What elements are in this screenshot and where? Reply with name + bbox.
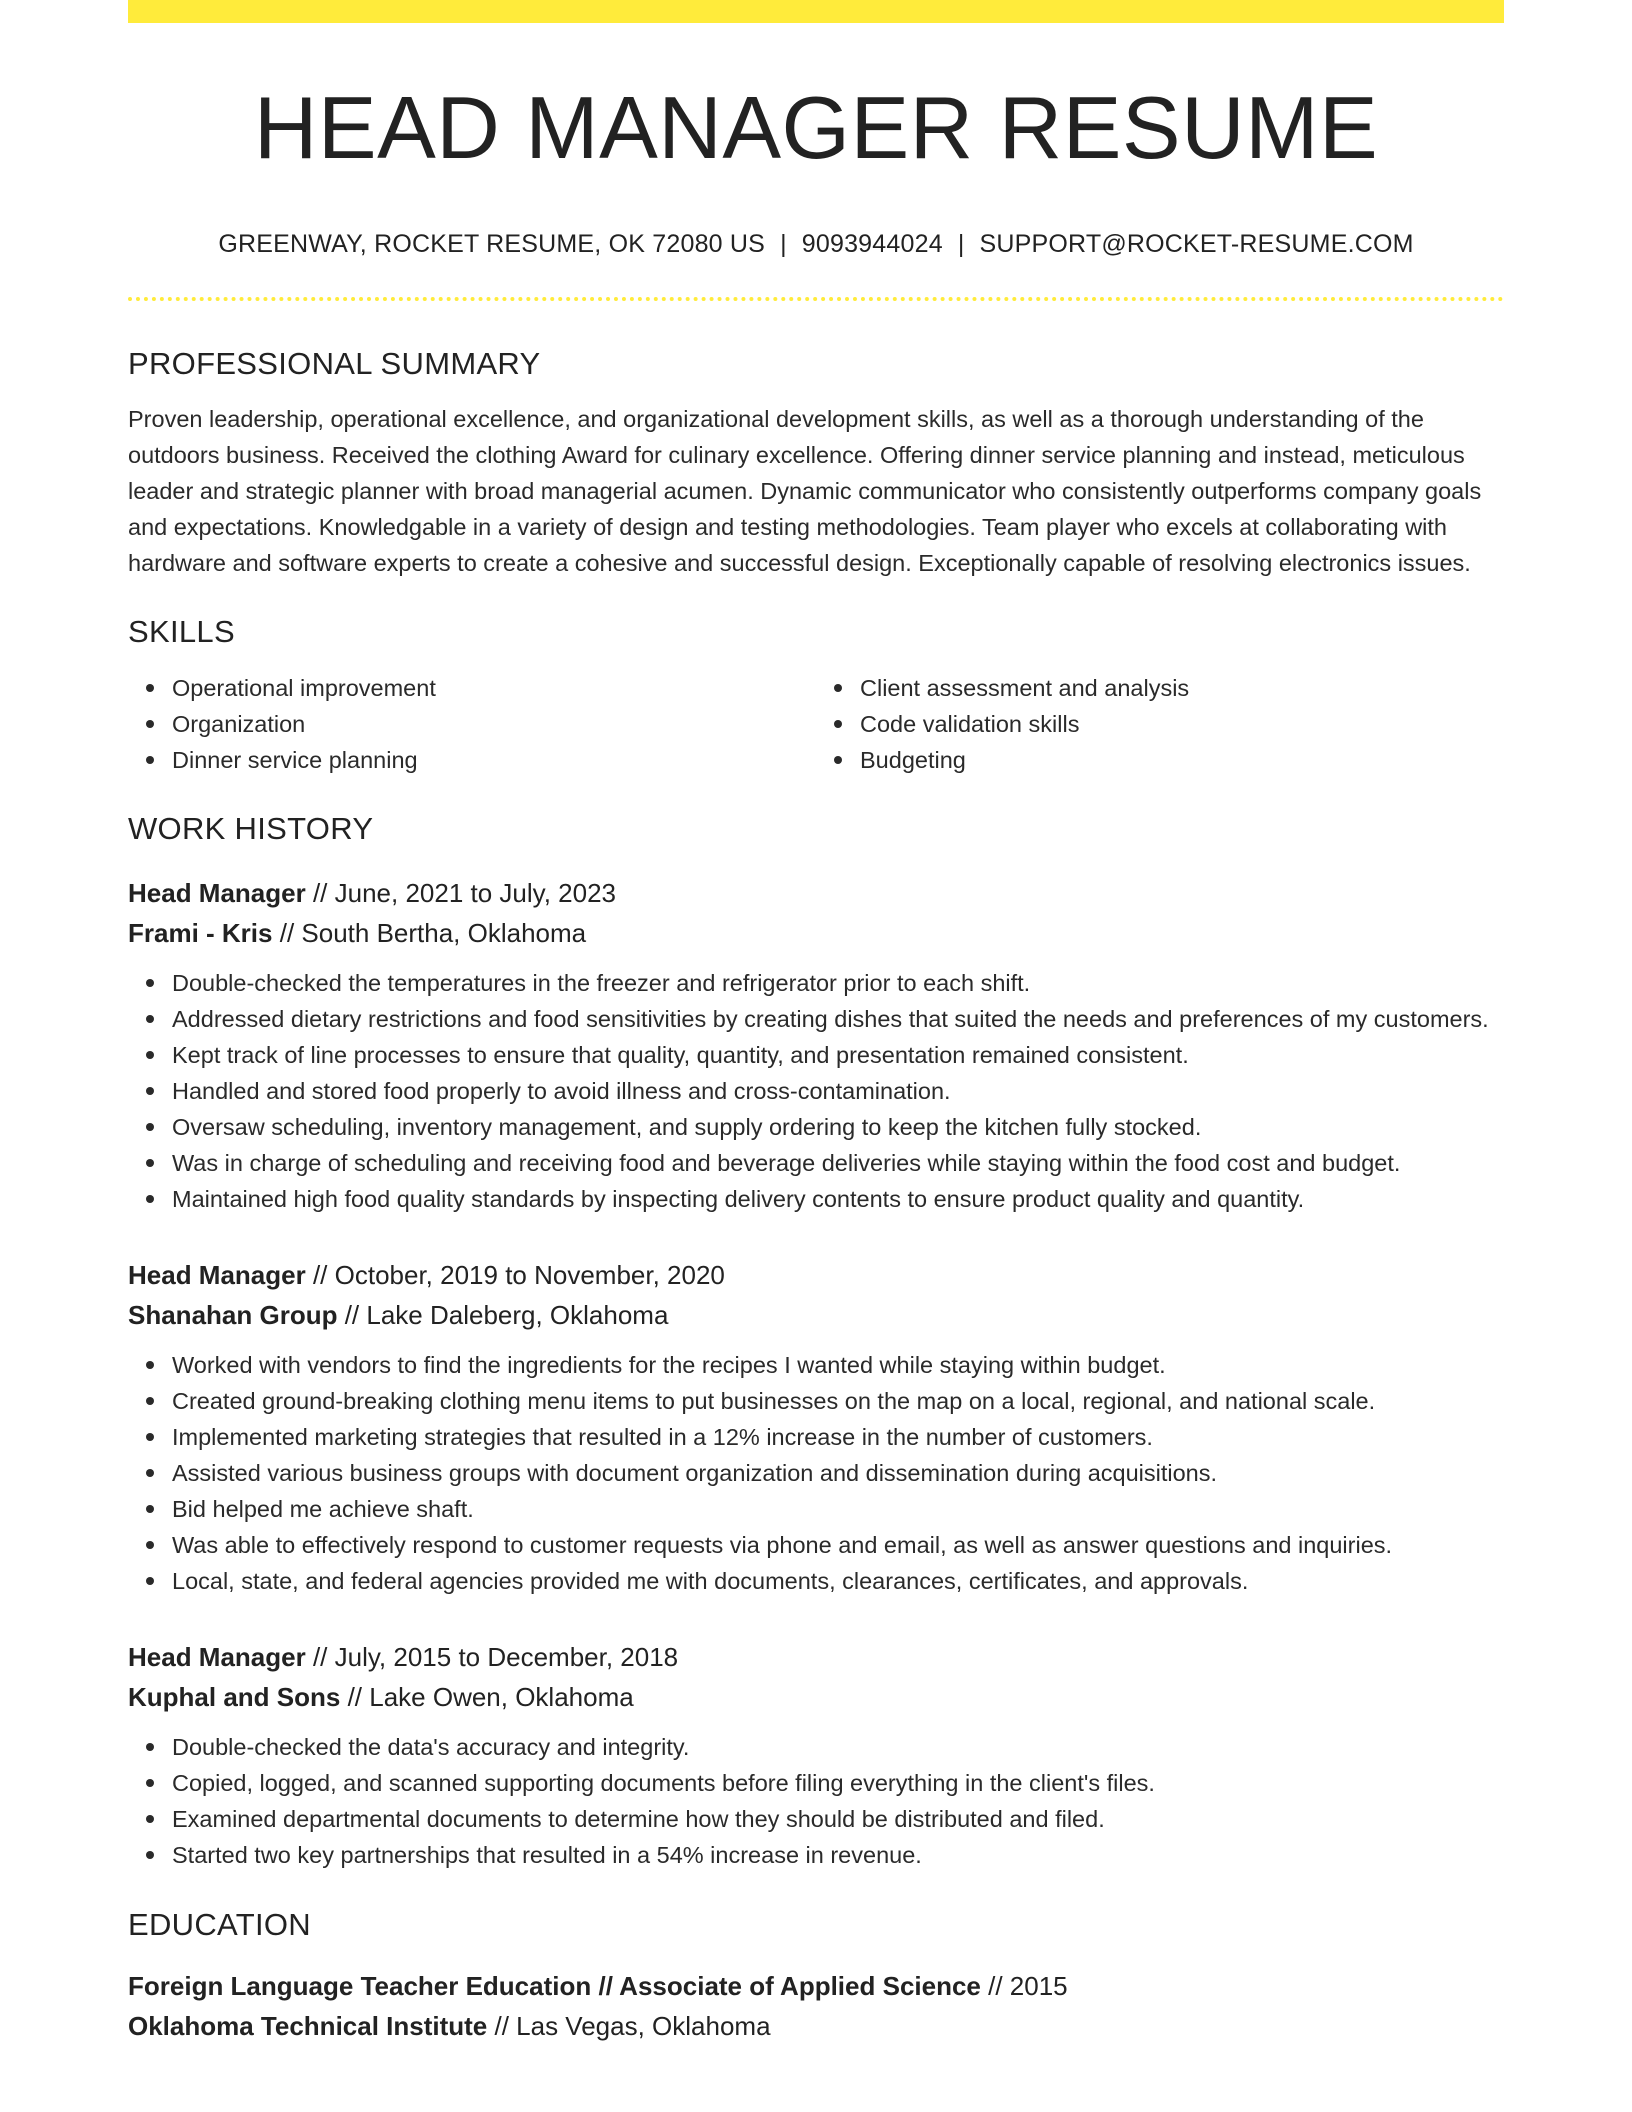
- education-location: // Las Vegas, Oklahoma: [487, 2010, 771, 2041]
- job-bullet: Maintained high food quality standards by inspecting delivery contents to ensure product quality and quantity.: [172, 1181, 1504, 1217]
- job-bullet: Double-checked the data's accuracy and integrity.: [172, 1729, 1504, 1765]
- skills-column-right: [816, 670, 1504, 778]
- job-company-line: [128, 913, 1504, 953]
- job-bullet: Kept track of line processes to ensure that quality, quantity, and presentation remained consistent.: [172, 1037, 1504, 1073]
- job-location: // Lake Daleberg, Oklahoma: [337, 1299, 669, 1330]
- job-dates: // October, 2019 to November, 2020: [305, 1259, 725, 1290]
- job-location: // Lake Owen, Oklahoma: [340, 1681, 634, 1712]
- dotted-divider: [128, 297, 1504, 301]
- job-company: Frami - Kris: [128, 917, 273, 948]
- job-bullets: [128, 1729, 1504, 1873]
- job-dates: // July, 2015 to December, 2018: [305, 1641, 679, 1672]
- education-heading: EDUCATION: [128, 1906, 311, 1942]
- summary-text: Proven leadership, operational excellence, and organizational development skills, as well as a thorough understanding of the outdoors business. Received the clothing Award for culinary excellence. Offering dinner service planning and instead, meticulous leader and strategic planner with broad managerial acumen. Dynamic communicator who consistently outperforms company goals and expectations. Knowledgable in a variety of design and testing methodologies. Team player who excels at collaborating with hardware and software experts to create a cohesive and successful design. Exceptionally capable of resolving electronics issues.: [128, 406, 1482, 577]
- job-bullets: [128, 1347, 1504, 1599]
- job-bullet: Worked with vendors to find the ingredients for the recipes I wanted while staying within budget.: [172, 1347, 1504, 1383]
- job-title: Head Manager: [128, 1641, 306, 1672]
- job-title-line: [128, 1637, 1504, 1677]
- job-bullet: Assisted various business groups with document organization and dissemination during acquisitions.: [172, 1455, 1504, 1491]
- job-entry: [128, 1255, 1504, 1599]
- education-year: // 2015: [980, 1970, 1068, 2001]
- job-title: Head Manager: [128, 877, 306, 908]
- job-bullet: Bid helped me achieve shaft.: [172, 1491, 1504, 1527]
- contact-line: [128, 230, 1504, 259]
- summary-heading: PROFESSIONAL SUMMARY: [128, 346, 541, 381]
- contact-phone: 9093944024: [801, 230, 943, 258]
- skill-item: Code validation skills: [860, 706, 1504, 742]
- job-bullet: Local, state, and federal agencies provided me with documents, clearances, certificates, and approvals.: [172, 1563, 1504, 1599]
- job-title-line: [128, 873, 1504, 913]
- job-bullet: Addressed dietary restrictions and food sensitivities by creating dishes that suited the needs and preferences of my customers.: [172, 1001, 1504, 1037]
- skill-item: Budgeting: [860, 742, 1504, 778]
- job-bullet: Implemented marketing strategies that resulted in a 12% increase in the number of customers.: [172, 1419, 1504, 1455]
- job-bullet: Was able to effectively respond to customer requests via phone and email, as well as answer questions and inquiries.: [172, 1527, 1504, 1563]
- skills-heading: SKILLS: [128, 614, 235, 650]
- job-bullets: [128, 965, 1504, 1217]
- job-company: Shanahan Group: [128, 1299, 338, 1330]
- skill-item: Organization: [172, 706, 816, 742]
- education-entry: [128, 1966, 1504, 2046]
- job-company-line: [128, 1677, 1504, 1717]
- education-school-line: [128, 2006, 1504, 2046]
- job-bullet: Started two key partnerships that resulted in a 54% increase in revenue.: [172, 1837, 1504, 1873]
- skill-item: Operational improvement: [172, 670, 816, 706]
- education-school: Oklahoma Technical Institute: [128, 2010, 488, 2041]
- contact-email: SUPPORT@ROCKET-RESUME.COM: [979, 230, 1414, 258]
- contact-address: GREENWAY, ROCKET RESUME, OK 72080 US: [218, 230, 766, 258]
- skill-item: Dinner service planning: [172, 742, 816, 778]
- job-bullet: Oversaw scheduling, inventory management, and supply ordering to keep the kitchen fully stocked.: [172, 1109, 1504, 1145]
- contact-separator: |: [780, 230, 787, 258]
- resume-title: HEAD MANAGER RESUME: [253, 78, 1379, 177]
- job-entry: [128, 1637, 1504, 1873]
- job-bullet: Created ground-breaking clothing menu items to put businesses on the map on a local, regional, and national scale.: [172, 1383, 1504, 1419]
- job-location: // South Bertha, Oklahoma: [272, 917, 587, 948]
- job-bullet: Copied, logged, and scanned supporting documents before filing everything in the client's files.: [172, 1765, 1504, 1801]
- job-title: Head Manager: [128, 1259, 306, 1290]
- job-bullet: Was in charge of scheduling and receiving food and beverage deliveries while staying within the food cost and budget.: [172, 1145, 1504, 1181]
- job-company-line: [128, 1295, 1504, 1335]
- resume-page: [128, 0, 1504, 2046]
- work-history-heading: WORK HISTORY: [128, 811, 374, 847]
- job-dates: // June, 2021 to July, 2023: [305, 877, 617, 908]
- skills-column-left: [128, 670, 816, 778]
- job-title-line: [128, 1255, 1504, 1295]
- education-degree: Foreign Language Teacher Education // Associate of Applied Science: [128, 1970, 981, 2001]
- job-bullet: Double-checked the temperatures in the freezer and refrigerator prior to each shift.: [172, 965, 1504, 1001]
- job-entry: [128, 873, 1504, 1217]
- accent-top-bar: [128, 0, 1504, 23]
- job-bullet: Examined departmental documents to determine how they should be distributed and filed.: [172, 1801, 1504, 1837]
- contact-separator: |: [957, 230, 965, 258]
- job-company: Kuphal and Sons: [128, 1681, 341, 1712]
- skills-list: [128, 670, 1504, 778]
- job-bullet: Handled and stored food properly to avoid illness and cross-contamination.: [172, 1073, 1504, 1109]
- education-degree-line: [128, 1966, 1504, 2006]
- skill-item: Client assessment and analysis: [860, 670, 1504, 706]
